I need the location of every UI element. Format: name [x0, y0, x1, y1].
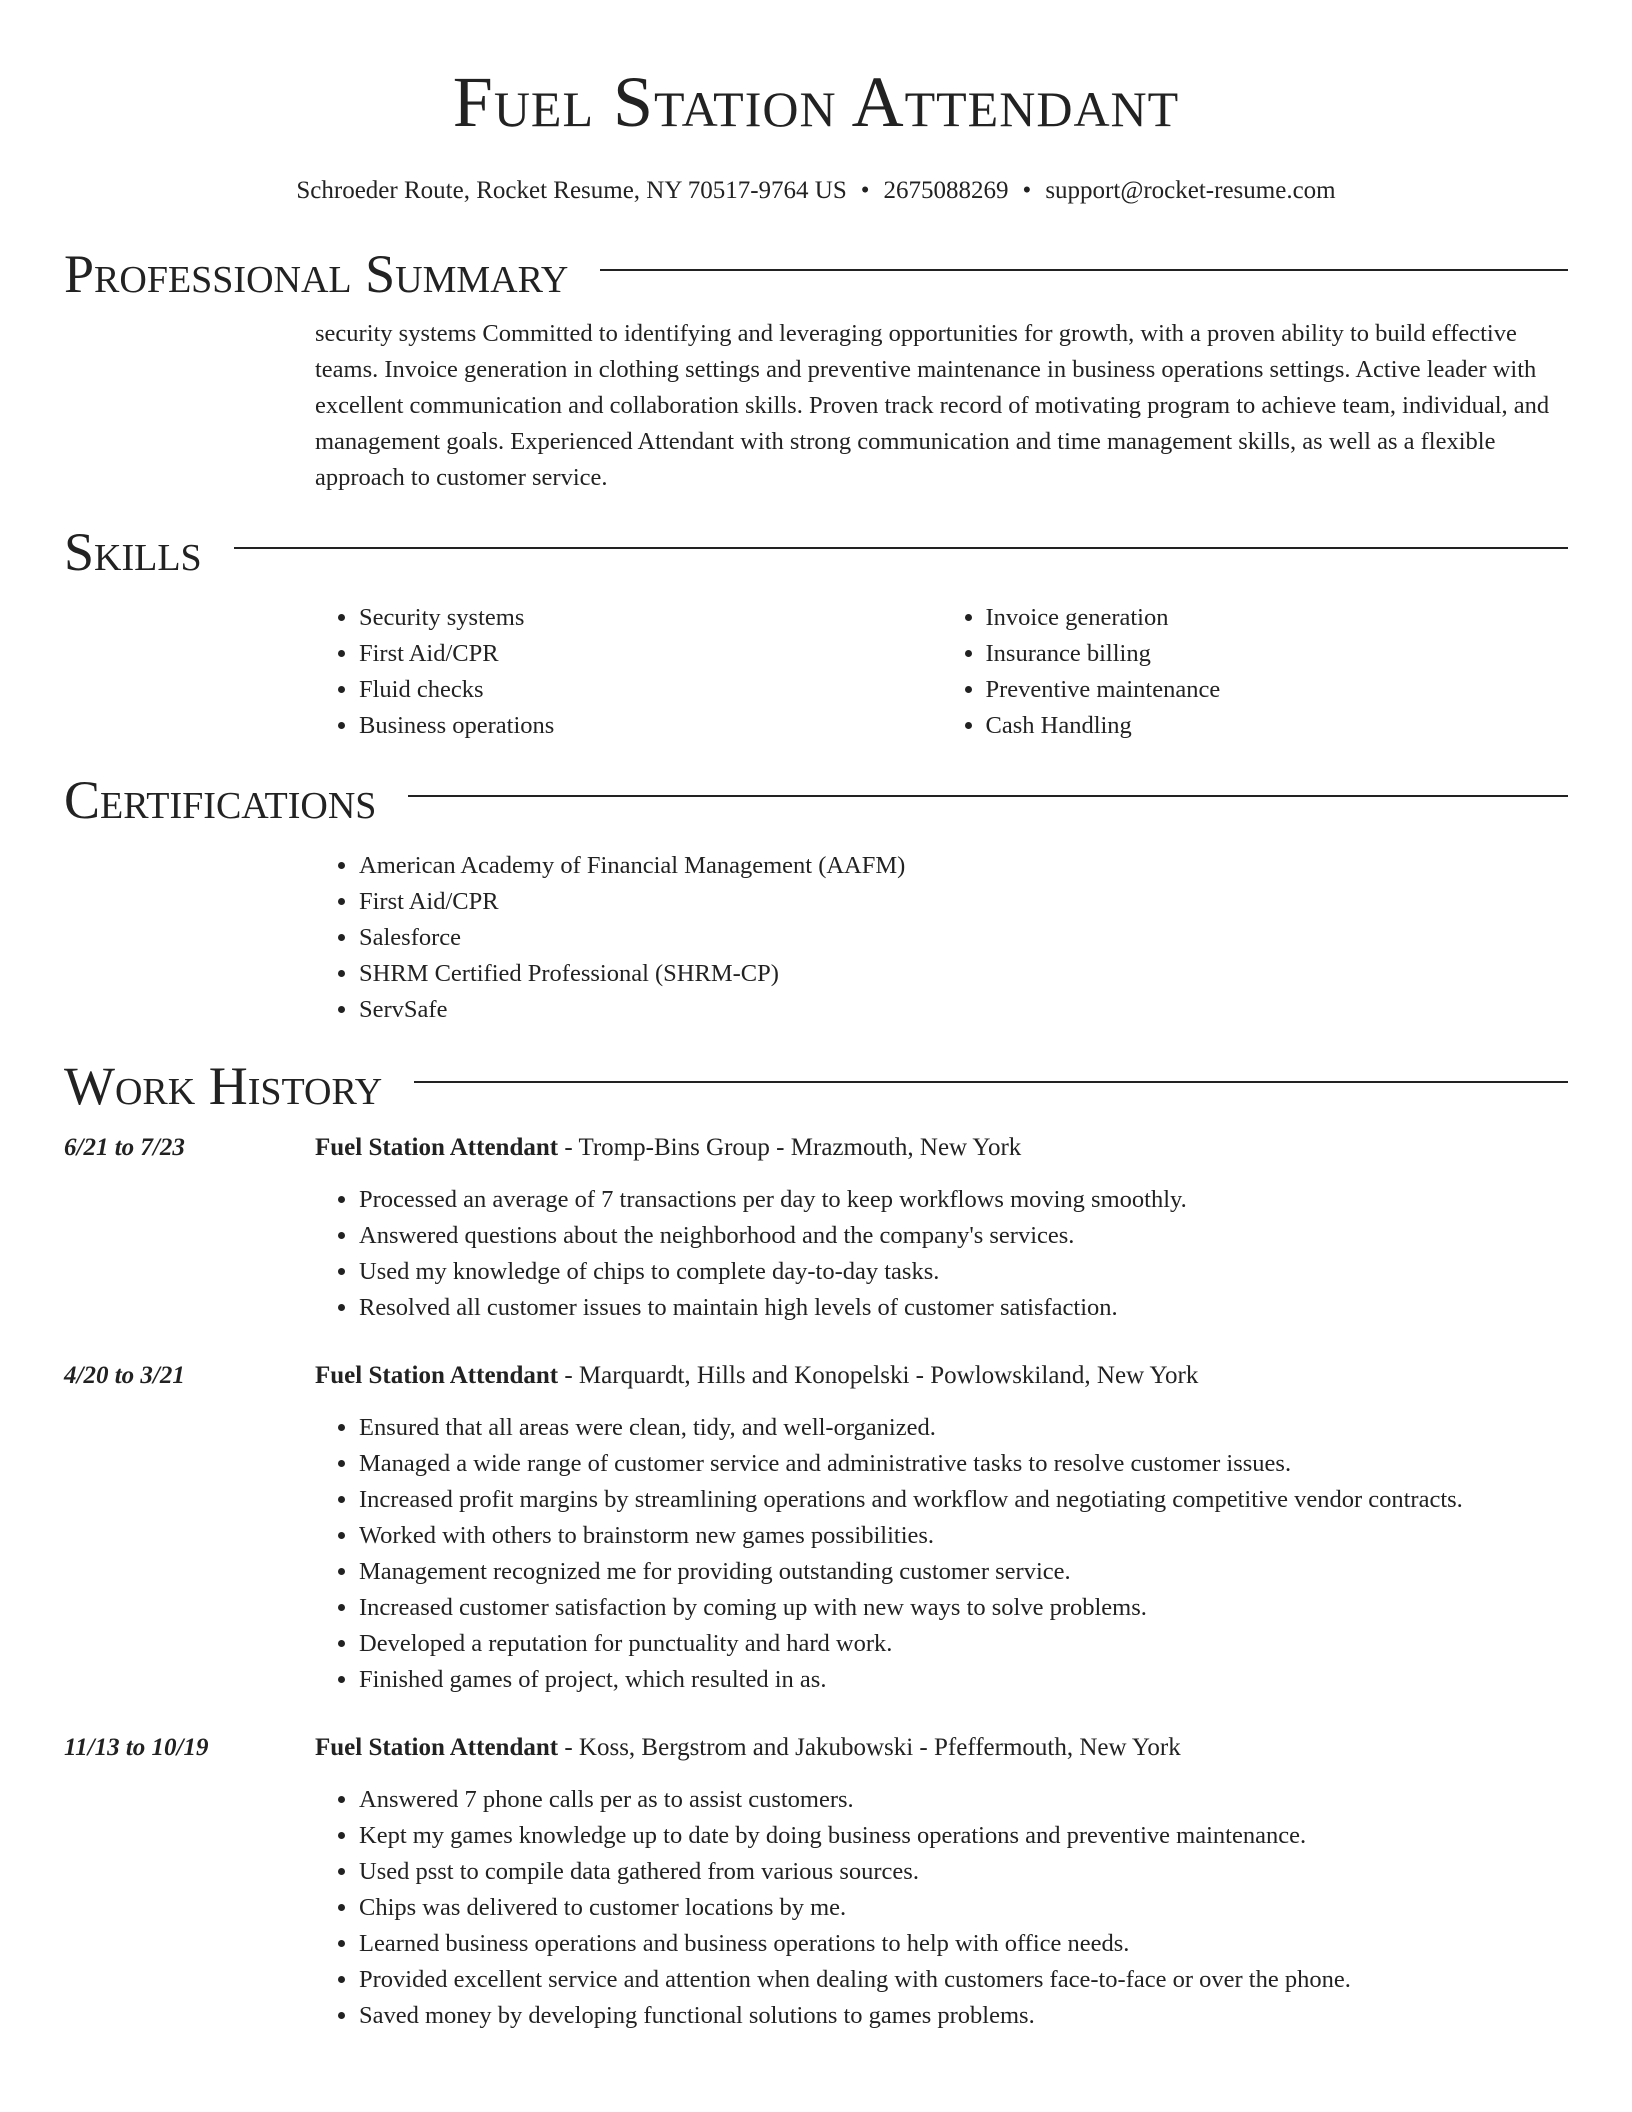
job-bullet: • Chips was delivered to customer locations by me.: [359, 1890, 1632, 1926]
section-title-summary: Professional Summary: [64, 244, 569, 304]
section-divider: [408, 795, 1568, 797]
separator-dot: •: [860, 177, 870, 204]
job-bullet: • Processed an average of 7 transactions per day to keep workflows moving smoothly.: [359, 1182, 1632, 1218]
address: Schroeder Route, Rocket Resume, NY 70517-9764 US: [296, 177, 847, 204]
job-bullet: • Management recognized me for providing outstanding customer service.: [359, 1554, 1632, 1590]
skills-section: [0, 522, 1632, 744]
skill-item: • First Aid/CPR: [359, 636, 942, 672]
certification-item: • Salesforce: [359, 920, 1568, 956]
job-bullet: • Resolved all customer issues to maintain high levels of customer satisfaction.: [359, 1290, 1632, 1326]
job-bullet: • Used my knowledge of chips to complete day-to-day tasks.: [359, 1254, 1632, 1290]
section-heading: [64, 522, 1568, 582]
skill-item: • Preventive maintenance: [986, 672, 1569, 708]
work-history-section: [0, 1056, 1632, 2034]
job-employer: - Marquardt, Hills and Konopelski - Powlowskiland, New York: [558, 1362, 1199, 1389]
email: support@rocket-resume.com: [1045, 177, 1336, 204]
job-bullet: • Answered 7 phone calls per as to assist customers.: [359, 1782, 1632, 1818]
section-title-certifications: Certifications: [64, 770, 377, 830]
section-divider: [600, 269, 1568, 271]
job-entry: [0, 1358, 1632, 1698]
skill-item: • Insurance billing: [986, 636, 1569, 672]
summary-text: security systems Committed to identifying and leveraging opportunities for growth, with a proven ability to build effective teams. Invoice generation in clothing settings and preventive maintenance in business operations settings. Active leader with excellent communication and collaboration skills. Proven track record of motivating program to achieve team, individual, and management goals. Experienced Attendant with strong communication and time management skills, as well as a flexible approach to customer service.: [315, 320, 1550, 491]
job-bullet: • Used psst to compile data gathered from various sources.: [359, 1854, 1632, 1890]
section-title-skills: Skills: [64, 522, 202, 582]
skills-list-right: [942, 600, 1569, 744]
certification-item: • ServSafe: [359, 992, 1568, 1028]
contact-line: [0, 176, 1632, 206]
job-employer: - Koss, Bergstrom and Jakubowski - Pfeffermouth, New York: [558, 1734, 1181, 1761]
skill-item: • Cash Handling: [986, 708, 1569, 744]
job-bullet: • Developed a reputation for punctuality and hard work.: [359, 1626, 1632, 1662]
job-bullets: [315, 1182, 1632, 1326]
job-bullet-list: [315, 1182, 1632, 1326]
job-dates: 6/21 to 7/23: [64, 1134, 185, 1161]
job-heading: [315, 1358, 1632, 1394]
section-title-work-history: Work History: [64, 1056, 383, 1116]
job-entry: [0, 1130, 1632, 1326]
job-heading: [315, 1730, 1632, 1766]
job-bullet: • Provided excellent service and attention when dealing with customers face-to-face or over the phone.: [359, 1962, 1632, 1998]
job-entry: [0, 1730, 1632, 2034]
job-bullet: • Increased customer satisfaction by coming up with new ways to solve problems.: [359, 1590, 1632, 1626]
job-bullet: • Worked with others to brainstorm new games possibilities.: [359, 1518, 1632, 1554]
job-bullet: • Answered questions about the neighborhood and the company's services.: [359, 1218, 1632, 1254]
certifications-content: [315, 848, 1568, 1028]
section-heading: [64, 770, 1568, 830]
certification-item: • American Academy of Financial Management (AAFM): [359, 848, 1568, 884]
separator-dot: •: [1022, 177, 1032, 204]
section-divider: [414, 1081, 1568, 1083]
job-bullets: [315, 1410, 1632, 1698]
job-title: Fuel Station Attendant: [315, 1362, 559, 1389]
job-bullet: • Saved money by developing functional solutions to games problems.: [359, 1998, 1632, 2034]
job-bullet: • Increased profit margins by streamlining operations and workflow and negotiating competitive vendor contracts.: [359, 1482, 1632, 1518]
job-bullets: [315, 1782, 1632, 2034]
skills-list-left: [315, 600, 942, 744]
job-bullet-list: [315, 1410, 1632, 1698]
skill-item: • Fluid checks: [359, 672, 942, 708]
skill-item: • Security systems: [359, 600, 942, 636]
job-bullet-list: [315, 1782, 1632, 2034]
section-divider: [234, 547, 1568, 549]
job-employer: - Tromp-Bins Group - Mrazmouth, New York: [558, 1134, 1022, 1161]
job-bullet: • Ensured that all areas were clean, tidy, and well-organized.: [359, 1410, 1632, 1446]
certification-item: • First Aid/CPR: [359, 884, 1568, 920]
skills-grid: [315, 600, 1568, 744]
job-dates: 4/20 to 3/21: [64, 1362, 185, 1389]
skill-item: • Invoice generation: [986, 600, 1569, 636]
job-bullet: • Finished games of project, which resulted in as.: [359, 1662, 1632, 1698]
skill-item: • Business operations: [359, 708, 942, 744]
section-heading: [64, 244, 1568, 304]
summary-content: [315, 316, 1568, 496]
phone: 2675088269: [883, 177, 1009, 204]
job-title: Fuel Station Attendant: [315, 1134, 559, 1161]
certification-item: • SHRM Certified Professional (SHRM-CP): [359, 956, 1568, 992]
resume-header: [0, 0, 1632, 206]
section-heading: [64, 1056, 1568, 1116]
job-dates: 11/13 to 10/19: [64, 1734, 209, 1761]
job-title: Fuel Station Attendant: [315, 1734, 559, 1761]
certifications-section: [0, 770, 1632, 1028]
summary-section: [0, 244, 1632, 496]
job-bullet: • Managed a wide range of customer service and administrative tasks to resolve customer issues.: [359, 1446, 1632, 1482]
job-bullet: • Learned business operations and business operations to help with office needs.: [359, 1926, 1632, 1962]
job-bullet: • Kept my games knowledge up to date by doing business operations and preventive maintenance.: [359, 1818, 1632, 1854]
certifications-list: [315, 848, 1568, 1028]
job-heading: [315, 1130, 1632, 1166]
candidate-name: Fuel Station Attendant: [452, 62, 1180, 142]
